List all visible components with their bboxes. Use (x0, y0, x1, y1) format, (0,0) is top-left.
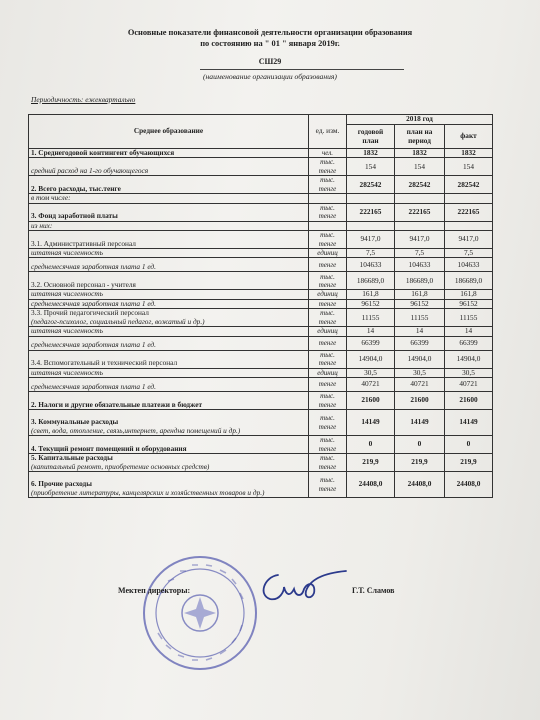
row-value-v1: 0 (347, 436, 395, 454)
row-value-v1: 186689,0 (347, 272, 395, 290)
row-value-v2: 14149 (395, 410, 445, 436)
row-value-v1: 24408,0 (347, 472, 395, 498)
director-name: Г.Т. Сламов (352, 586, 395, 595)
row-name-detail: (приобретение литературы, канцелярских и хозяйственных товаров и др.) (31, 487, 265, 497)
row-value-v2: 282542 (395, 176, 445, 194)
row-unit: единиц (309, 327, 347, 336)
row-name-text: среднемесячная заработная плата 1 ед. (31, 298, 156, 308)
row-name (29, 194, 309, 203)
row-unit: тыс. тенге (309, 410, 347, 436)
row-value-v3: 14 (445, 327, 493, 336)
header-year: 2018 год (347, 115, 493, 125)
row-value-v2: 24408,0 (395, 472, 445, 498)
row-name-text: 2. Налоги и другие обязательные платежи в бюджет (31, 399, 203, 409)
row-value-v1 (347, 194, 395, 203)
official-seal (140, 553, 260, 673)
row-name (29, 203, 309, 221)
row-name-text: 3.3. Прочий педагогический персонал (31, 308, 149, 318)
table-body (29, 149, 493, 498)
row-value-v1: 9417,0 (347, 231, 395, 249)
row-value-v1: 282542 (347, 176, 395, 194)
row-value-v3: 0 (445, 436, 493, 454)
row-value-v1: 14149 (347, 410, 395, 436)
report-title-line1: Основные показатели финансовой деятельности организации образования (127, 28, 413, 37)
row-unit: единиц (309, 249, 347, 258)
row-unit: единиц (309, 290, 347, 299)
table-row (29, 299, 493, 308)
row-name-text: штатная численность (31, 248, 103, 258)
row-value-v2: 14 (395, 327, 445, 336)
row-value-v1: 154 (347, 158, 395, 176)
table-row (29, 231, 493, 249)
row-name (29, 350, 309, 368)
row-name-text: 4. Текущий ремонт помещений и оборудования (31, 443, 187, 453)
row-value-v2: 14904,0 (395, 350, 445, 368)
row-unit (309, 194, 347, 203)
table-row (29, 258, 493, 272)
row-name (29, 249, 309, 258)
row-unit: тенге (309, 336, 347, 350)
row-name (29, 472, 309, 498)
row-unit: единиц (309, 368, 347, 377)
row-value-v3: 96152 (445, 299, 493, 308)
row-value-v1: 1832 (347, 149, 395, 158)
row-value-v1: 222165 (347, 203, 395, 221)
row-name (29, 327, 309, 336)
row-name (29, 410, 309, 436)
header-name: Среднее образование (29, 115, 309, 149)
row-value-v3: 11155 (445, 309, 493, 327)
row-name (29, 258, 309, 272)
table-row (29, 454, 493, 472)
row-value-v1: 66399 (347, 336, 395, 350)
row-unit: тыс. тенге (309, 231, 347, 249)
row-value-v3: 24408,0 (445, 472, 493, 498)
row-value-v1: 30,5 (347, 368, 395, 377)
table-row (29, 272, 493, 290)
row-name-text: 3. Коммунальные расходы (31, 417, 119, 427)
row-name-detail: (капитальный ремонт, приобретение основных средств) (31, 461, 210, 471)
row-value-v1: 7,5 (347, 249, 395, 258)
row-value-v2: 7,5 (395, 249, 445, 258)
row-name (29, 378, 309, 392)
row-value-v3: 66399 (445, 336, 493, 350)
row-name (29, 309, 309, 327)
row-name-text: 5. Капитальные расходы (31, 453, 113, 463)
table-row (29, 309, 493, 327)
row-name-text: средний расход на 1-го обучающегося (31, 165, 149, 175)
row-value-v2: 219,9 (395, 454, 445, 472)
row-value-v3 (445, 221, 493, 230)
row-value-v1 (347, 221, 395, 230)
row-name (29, 336, 309, 350)
row-value-v2: 186689,0 (395, 272, 445, 290)
table-row (29, 368, 493, 377)
row-unit: тыс. тенге (309, 176, 347, 194)
table-row (29, 327, 493, 336)
row-value-v3: 14904,0 (445, 350, 493, 368)
row-value-v3: 21600 (445, 392, 493, 410)
row-unit: тенге (309, 378, 347, 392)
row-name-text: штатная численность (31, 367, 103, 377)
row-name-text: среднемесячная заработная плата 1 ед. (31, 262, 156, 272)
row-name-detail: (педагог-психолог, социальный педагог, вожатый и др.) (31, 316, 205, 326)
row-value-v1: 21600 (347, 392, 395, 410)
row-name (29, 368, 309, 377)
table-row (29, 194, 493, 203)
row-name (29, 436, 309, 454)
row-name (29, 454, 309, 472)
organization-underline (200, 69, 404, 70)
header-fact: факт (445, 125, 493, 149)
row-value-v2: 104633 (395, 258, 445, 272)
row-value-v2: 40721 (395, 378, 445, 392)
row-name (29, 149, 309, 158)
financial-indicators-table (28, 114, 493, 498)
row-name-text: штатная численность (31, 289, 103, 299)
row-unit: тенге (309, 299, 347, 308)
table-row (29, 350, 493, 368)
row-name-text: среднемесячная заработная плата 1 ед. (31, 381, 156, 391)
row-value-v3: 7,5 (445, 249, 493, 258)
row-value-v2: 154 (395, 158, 445, 176)
row-value-v2: 1832 (395, 149, 445, 158)
table-row (29, 410, 493, 436)
row-value-v3: 219,9 (445, 454, 493, 472)
row-name-text: 3.2. Основной персонал - учителя (31, 280, 136, 290)
row-value-v3: 186689,0 (445, 272, 493, 290)
row-name-text: 1. Среднегодовой контингент обучающихся (31, 148, 175, 157)
row-name (29, 299, 309, 308)
row-unit: тыс. тенге (309, 158, 347, 176)
row-value-v2: 222165 (395, 203, 445, 221)
row-unit: тыс. тенге (309, 309, 347, 327)
row-unit: тыс. тенге (309, 472, 347, 498)
row-value-v2 (395, 194, 445, 203)
header-unit: ед. изм. (309, 115, 347, 149)
row-name-text: штатная численность (31, 326, 103, 336)
row-name-text: 3.1. Административный персонал (31, 238, 136, 248)
row-name-text: из них: (31, 220, 53, 230)
table-row (29, 221, 493, 230)
row-name-text: 3. Фонд заработной платы (31, 211, 118, 221)
row-value-v3: 14149 (445, 410, 493, 436)
organization-caption: (наименование организации образования) (203, 72, 337, 81)
director-label: Мектеп директоры: (118, 586, 191, 595)
row-value-v2: 21600 (395, 392, 445, 410)
row-value-v1: 96152 (347, 299, 395, 308)
row-unit: тыс. тенге (309, 203, 347, 221)
row-unit: тенге (309, 258, 347, 272)
row-value-v2: 0 (395, 436, 445, 454)
row-name-text: 3.4. Вспомогательный и технический персонал (31, 358, 178, 368)
row-value-v1: 40721 (347, 378, 395, 392)
row-value-v1: 104633 (347, 258, 395, 272)
organization-name: СШ29 (258, 57, 282, 66)
row-name (29, 176, 309, 194)
row-value-v3: 9417,0 (445, 231, 493, 249)
row-value-v2: 66399 (395, 336, 445, 350)
row-value-v3: 282542 (445, 176, 493, 194)
table-row (29, 203, 493, 221)
row-value-v1: 11155 (347, 309, 395, 327)
row-name (29, 231, 309, 249)
row-value-v3: 161,8 (445, 290, 493, 299)
row-unit: тыс. тенге (309, 436, 347, 454)
row-name-text: среднемесячная заработная плата 1 ед. (31, 340, 156, 350)
header-period-plan: план на период (395, 125, 445, 149)
table-row (29, 158, 493, 176)
row-value-v2: 11155 (395, 309, 445, 327)
row-value-v2: 9417,0 (395, 231, 445, 249)
table-row (29, 392, 493, 410)
table-row (29, 249, 493, 258)
row-value-v3: 104633 (445, 258, 493, 272)
row-value-v3: 30,5 (445, 368, 493, 377)
row-value-v1: 14904,0 (347, 350, 395, 368)
row-value-v2 (395, 221, 445, 230)
row-value-v3: 1832 (445, 149, 493, 158)
row-name (29, 158, 309, 176)
table-row (29, 472, 493, 498)
table-row (29, 336, 493, 350)
row-value-v2: 161,8 (395, 290, 445, 299)
row-value-v2: 96152 (395, 299, 445, 308)
row-unit: тыс. тенге (309, 350, 347, 368)
row-value-v1: 161,8 (347, 290, 395, 299)
table-row (29, 436, 493, 454)
table-row (29, 149, 493, 158)
row-name (29, 272, 309, 290)
row-unit (309, 221, 347, 230)
row-value-v3 (445, 194, 493, 203)
row-unit: чел. (309, 149, 347, 158)
row-value-v1: 14 (347, 327, 395, 336)
row-name (29, 392, 309, 410)
row-unit: тыс. тенге (309, 392, 347, 410)
row-unit: тыс. тенге (309, 272, 347, 290)
row-value-v3: 222165 (445, 203, 493, 221)
director-signature (250, 565, 350, 610)
row-name-text: 6. Прочие расходы (31, 479, 92, 489)
row-value-v3: 40721 (445, 378, 493, 392)
row-value-v2: 30,5 (395, 368, 445, 377)
periodicity-label: Периодичность: ежеквартально (31, 95, 136, 104)
row-name (29, 221, 309, 230)
row-name-text: 2. Всего расходы, тыс.тенге (31, 183, 121, 193)
header-annual-plan: годовой план (347, 125, 395, 149)
table-row (29, 176, 493, 194)
table-row (29, 378, 493, 392)
row-unit: тыс. тенге (309, 454, 347, 472)
row-value-v3: 154 (445, 158, 493, 176)
row-name-detail: (свет, вода, отопление, связь,интернет, арендна помещений и др.) (31, 425, 241, 435)
row-value-v1: 219,9 (347, 454, 395, 472)
row-name-text: в том числе: (31, 193, 71, 203)
report-title-line2: по состоянию на " 01 " января 2019г. (200, 39, 340, 48)
